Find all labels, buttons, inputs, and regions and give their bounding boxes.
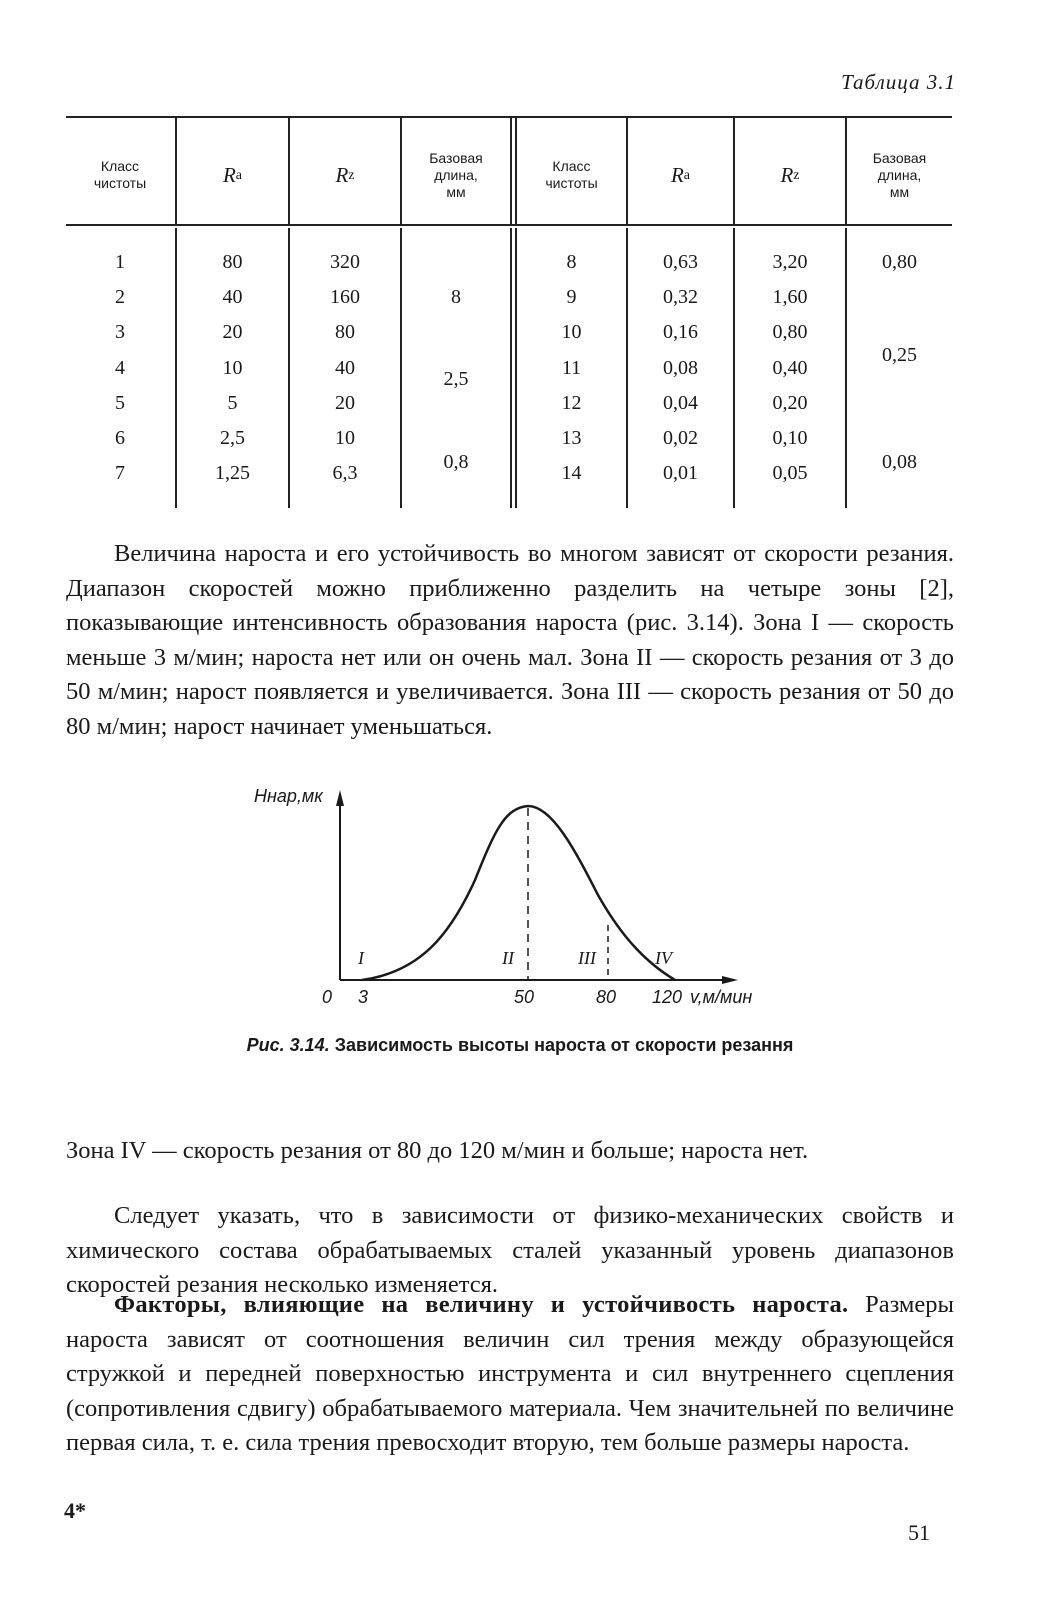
cell-ra: 1,25 [215, 462, 250, 484]
cell-ra: 0,01 [663, 462, 698, 484]
cell-class: 2 [115, 286, 125, 308]
cell-rz: 0,05 [772, 462, 808, 484]
cell-base-length: 0,8 [443, 451, 469, 473]
cell-rz: 0,40 [772, 357, 808, 379]
cell-class: 4 [115, 357, 125, 379]
body-paragraph [66, 1288, 954, 1461]
cell-base-length: 0,08 [882, 451, 917, 473]
figure-caption [240, 1032, 800, 1058]
cell-rz: 20 [335, 392, 355, 414]
zone-label-ii: II [502, 948, 514, 968]
cell-rz: 0,10 [772, 427, 808, 449]
x-tick-label: 120 [652, 987, 683, 1007]
body-paragraph: Следует указать, что в зависимости от физико-механических свойств и химического состава обрабатываемых сталей указанный уровень диапазонов скоростей резания несколько изменяется. [66, 1202, 954, 1298]
cell-base-length: 0,80 [882, 251, 917, 273]
cell-ra: 10 [222, 357, 243, 379]
cell-ra: 0,32 [663, 286, 698, 308]
zone-label-iii: III [578, 948, 596, 968]
cell-class: 9 [566, 286, 577, 308]
cell-rz: 0,20 [772, 392, 808, 414]
cell-rz: 320 [330, 251, 360, 273]
zone-label-iv: IV [655, 948, 672, 968]
cell-base-length: 2,5 [443, 368, 469, 390]
cell-ra: 2,5 [220, 427, 245, 449]
cell-base-length: 0,25 [882, 344, 917, 366]
cell-rz: 160 [330, 286, 360, 308]
section-heading: Факторы, влияющие на величину и устойчивость нароста. [114, 1291, 849, 1318]
cell-class: 12 [561, 392, 582, 414]
cell-class: 6 [115, 427, 125, 449]
cell-ra: 0,04 [663, 392, 698, 414]
table-caption: Таблица 3.1 [841, 70, 956, 94]
cell-class: 13 [561, 427, 582, 449]
body-paragraph: Зона IV — скорость резания от 80 до 120 м/мин и больше; нароста нет. [66, 1137, 809, 1164]
cell-base-length: 8 [451, 286, 461, 308]
figure-number: Рис. 3.14. [246, 1035, 330, 1055]
figure-caption-text: Зависимость высоты нароста от скорости резання [334, 1035, 794, 1055]
cell-class: 8 [566, 251, 577, 273]
cell-class: 7 [115, 462, 125, 484]
cell-rz: 6,3 [332, 462, 358, 484]
page-number: 51 [908, 1520, 930, 1545]
x-tick-label: 50 [514, 987, 535, 1007]
x-axis-arrow [722, 976, 738, 984]
cell-rz: 3,20 [772, 251, 808, 273]
x-tick-label: 80 [596, 987, 617, 1007]
cell-ra: 0,63 [663, 251, 698, 273]
header-base-right: Базовая длина, мм [872, 149, 927, 200]
cell-rz: 1,60 [772, 286, 808, 308]
x-axis-label: v,м/мин [690, 987, 753, 1007]
header-rz-right: R z [780, 162, 800, 187]
header-class-right: Класс чистоты [545, 158, 598, 191]
cell-ra: 0,02 [663, 427, 698, 449]
cell-class: 11 [561, 357, 582, 379]
header-ra-left: R a [222, 162, 243, 187]
buildup-curve [362, 806, 675, 980]
cell-rz: 0,80 [772, 321, 808, 343]
header-base-left: Базовая длина, мм [429, 149, 483, 200]
cell-ra: 20 [222, 321, 243, 343]
cell-class: 1 [115, 251, 125, 273]
cell-class: 14 [561, 462, 582, 484]
y-axis-arrow [336, 790, 344, 806]
body-paragraph: Величина нароста и его устойчивость во многом зависят от скорости резания. Диапазон скоростей можно приближенно разделить на четыре зоны [2], показывающие интенсивность образования нароста (рис. 3.14). Зона I — скорость меньше 3 м/мин; нароста нет или он очень мал. Зона II — скорость резания от 3 до 50 м/мин; нарост появляется и увеличивается. Зона III — скорость резания от 50 до 80 м/мин; нарост начинает уменьшаться. [66, 540, 954, 740]
header-class-left: Класс чистоты [93, 158, 147, 191]
cell-ra: 5 [227, 392, 238, 414]
cell-ra: 0,16 [663, 321, 698, 343]
section-body: Размеры нароста зависят от соотношения величин сил трения между образующейся стружкой и передней поверхностью инструмента и сил внутреннего сцепления (сопротивления сдвигу) обрабатываемого материала. Чем значительней по величине первая сила, т. е. сила трения превосходит вторую, тем больше размеры нароста. [66, 1291, 954, 1456]
header-rz-left: R z [335, 162, 355, 187]
printer-signature: 4* [64, 1498, 86, 1523]
y-axis-label: Hнар,мк [254, 786, 323, 806]
x-tick-label: 3 [358, 987, 369, 1007]
cell-class: 3 [115, 321, 125, 343]
cell-class: 5 [115, 392, 125, 414]
cell-ra: 0,08 [663, 357, 698, 379]
cell-ra: 80 [222, 251, 243, 273]
cell-rz: 80 [335, 321, 355, 343]
cell-rz: 10 [335, 427, 355, 449]
header-ra-right: R a [670, 162, 691, 187]
origin-label: 0 [322, 987, 333, 1007]
zone-label-i: I [358, 948, 364, 968]
cell-rz: 40 [335, 357, 355, 379]
cell-ra: 40 [222, 286, 243, 308]
cell-class: 10 [561, 321, 582, 343]
